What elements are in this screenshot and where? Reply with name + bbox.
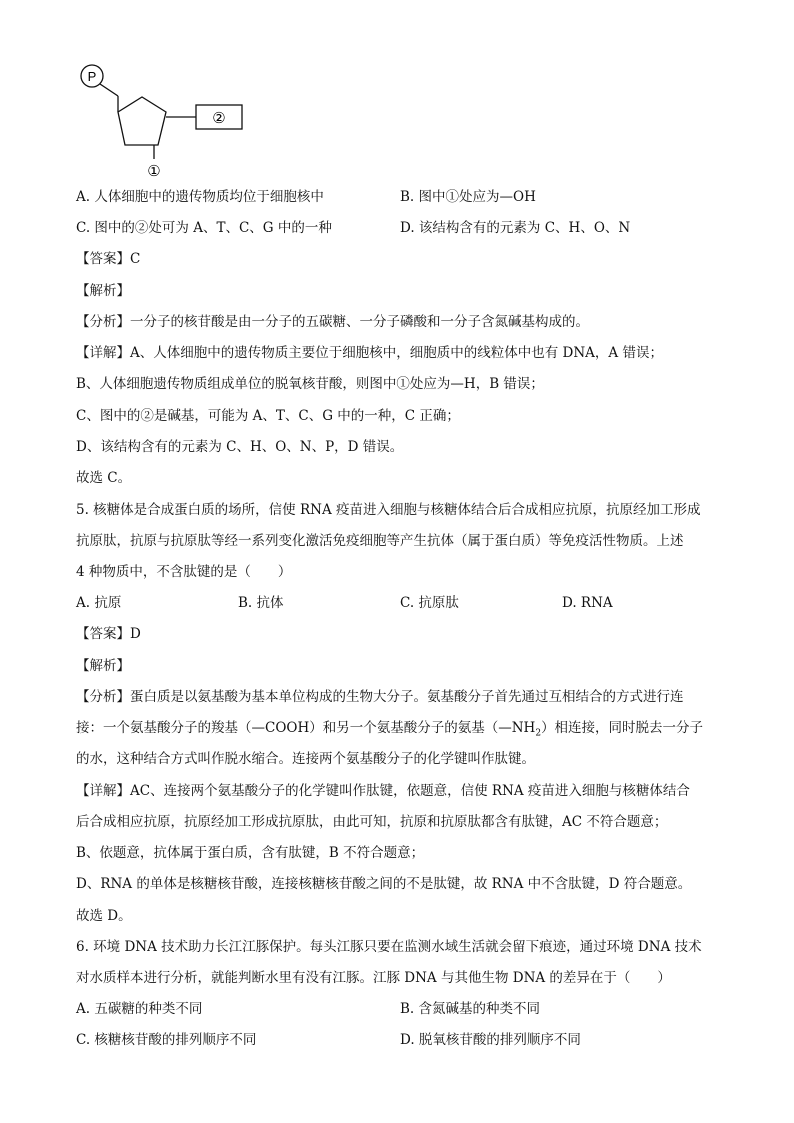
q4-answer: 【答案】C xyxy=(76,251,141,267)
q4-conclusion: 故选 C。 xyxy=(76,470,132,486)
q5-xiangjie-line: 后合成相应抗原，抗原经加工形成抗原肽，由此可知，抗原和抗原肽都含有肽键，AC 不符合题意； xyxy=(76,814,668,830)
q6-stem-line: 6. 环境 DNA 技术助力长江江豚保护。每头江豚只要在监测水域生活就会留下痕迹，通过环境 DNA 技术 xyxy=(76,939,702,955)
phosphate-label: P xyxy=(87,69,97,84)
q5-option-a: A. 抗原 xyxy=(76,595,122,611)
q5-jiexi: 【解析】 xyxy=(76,658,130,674)
q6-stem-line: 对水质样本进行分析，就能判断水里有没有江豚。江豚 DNA 与其他生物 DNA 的差异在于（ ） xyxy=(76,970,671,986)
q4-option-a: A. 人体细胞中的遗传物质均位于细胞核中 xyxy=(76,189,324,205)
q5-stem-line: 4 种物质中，不含肽键的是（ ） xyxy=(76,564,292,580)
q4-xiangjie-line: B、人体细胞遗传物质组成单位的脱氧核苷酸，则图中①处应为—H，B 错误； xyxy=(76,376,544,392)
nh2-subscript: 2 xyxy=(535,728,542,739)
q5-answer: 【答案】D xyxy=(76,626,141,642)
q5-option-d: D. RNA xyxy=(562,595,613,611)
q4-xiangjie-line: D、该结构含有的元素为 C、H、O、N、P，D 错误。 xyxy=(76,439,404,455)
q5-fenxi-line: 【分析】蛋白质是以氨基酸为基本单位构成的生物大分子。氨基酸分子首先通过互相结合的方式进行连 xyxy=(76,689,684,705)
c2-label: ① xyxy=(147,162,161,180)
q4-option-c: C. 图中的②处可为 A、T、C、G 中的一种 xyxy=(76,220,332,236)
phosphate-bond xyxy=(100,84,118,96)
q4-fenxi: 【分析】一分子的核苷酸是由一分子的五碳糖、一分子磷酸和一分子含氮碱基构成的。 xyxy=(76,314,589,330)
q4-jiexi: 【解析】 xyxy=(76,283,130,299)
q6-option-d: D. 脱氧核苷酸的排列顺序不同 xyxy=(400,1032,581,1048)
q5-xiangjie-line: D、RNA 的单体是核糖核苷酸，连接核糖核苷酸之间的不是肽键，故 RNA 中不含肽键，D 符合题意。 xyxy=(76,876,692,892)
q5-fenxi-text: ）相连接，同时脱去一分子 xyxy=(541,720,704,736)
q5-fenxi-line: 的水，这种结合方式叫作脱水缩合。连接两个氨基酸分子的化学键叫作肽键。 xyxy=(76,751,535,767)
base-label: ② xyxy=(212,109,226,127)
q6-option-b: B. 含氮碱基的种类不同 xyxy=(400,1001,541,1017)
q4-xiangjie-line: C、图中的②是碱基，可能为 A、T、C、G 中的一种，C 正确； xyxy=(76,408,460,424)
q5-stem-line: 5. 核糖体是合成蛋白质的场所，信使 RNA 疫苗进入细胞与核糖体结合后合成相应抗原，抗原经加工形成 xyxy=(76,502,701,518)
q6-option-a: A. 五碳糖的种类不同 xyxy=(76,1001,203,1017)
q4-option-b: B. 图中①处应为—OH xyxy=(400,189,536,205)
q5-conclusion: 故选 D。 xyxy=(76,908,132,924)
q5-option-b: B. 抗体 xyxy=(238,595,284,611)
q5-option-c: C. 抗原肽 xyxy=(400,595,459,611)
nucleotide-diagram xyxy=(74,60,274,180)
q4-option-d: D. 该结构含有的元素为 C、H、O、N xyxy=(400,220,631,236)
q5-xiangjie-line: B、依题意，抗体属于蛋白质，含有肽键，B 不符合题意； xyxy=(76,845,425,861)
q5-fenxi-line xyxy=(76,718,703,744)
q6-option-c: C. 核糖核苷酸的排列顺序不同 xyxy=(76,1032,257,1048)
pentose-ring xyxy=(118,97,166,145)
q5-fenxi-text: 接：一个氨基酸分子的羧基（—COOH）和另一个氨基酸分子的氨基（—NH xyxy=(76,720,536,736)
q5-xiangjie-line: 【详解】AC、连接两个氨基酸分子的化学键叫作肽键，依题意，信使 RNA 疫苗进入细胞与核糖体结合 xyxy=(76,783,690,799)
q5-stem-line: 抗原肽，抗原与抗原肽等经一系列变化激活免疫细胞等产生抗体（属于蛋白质）等免疫活性物质。上述 xyxy=(76,533,684,549)
q4-xiangjie-line: 【详解】A、人体细胞中的遗传物质主要位于细胞核中，细胞质中的线粒体中也有 DNA，A 错误； xyxy=(76,345,663,361)
